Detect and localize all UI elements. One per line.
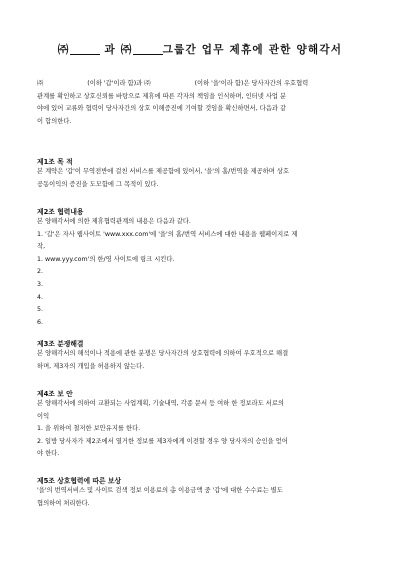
title-blank-a	[70, 43, 100, 55]
article-3-heading: 제3조 분쟁해결	[37, 340, 84, 348]
article-4-heading: 제4조 보 안	[37, 390, 73, 398]
intro-start: ㈜	[37, 80, 44, 87]
intro-paragraph	[37, 78, 367, 128]
article-2-line: 본 양해각서에 의한 제휴협력관계의 내용은 다음과 같다.	[37, 218, 191, 225]
article-1-heading: 제1조 목 적	[37, 158, 73, 166]
article-3-body	[37, 348, 367, 373]
article-1-line: 본 계약은 '갑'이 무역전반에 걸친 서비스를 제공함에 있어서, '을'의 홈/번역을 제공하며 상호	[37, 168, 290, 175]
article-4-line: 2. 일방 당사자가 제2조에서 열거한 정보를 제3자에게 이전할 경우 양 당사자의 승인을 얻어	[37, 437, 288, 445]
intro-middle: (이하 '갑'이라 함)과 ㈜	[87, 80, 151, 87]
intro-end: (이하 '을'이라 함)은 당사자간의 우호협력	[194, 80, 309, 87]
title-party-a: ㈜	[57, 44, 70, 56]
article-2-body	[37, 216, 367, 329]
article-3-line: 본 양해각서의 해석이나 적용에 관한 분쟁은 당사자간의 상호협력에 의하여 우호적으로 해결	[37, 350, 289, 357]
intro-line-4: 이 합의한다.	[37, 117, 72, 125]
article-1-body	[37, 166, 367, 191]
article-2-line: 1. www.yyy.com'의 한/영 사이트에 링크 시킨다.	[37, 255, 175, 263]
article-2-heading: 제2조 협력내용	[37, 208, 84, 216]
article-2-line: 6.	[37, 318, 44, 326]
intro-line-1	[37, 78, 367, 91]
article-2-line: 2.	[37, 268, 44, 276]
article-3-line: 하며, 제3자의 개입을 허용하지 않는다.	[37, 362, 145, 370]
article-5-heading: 제5조 상호협력에 따른 보상	[37, 477, 122, 485]
article-2-line: 작,	[37, 243, 46, 251]
article-2-line: 4.	[37, 293, 44, 301]
article-2-line: 1. '갑'은 자사 웹사이트 'www.xxx.com'에 '을'의 홈/번역 서비스에 대한 내용을 웹페이지로 제	[37, 230, 298, 238]
article-1-line: 공동이익의 증진을 도모함에 그 목적이 있다.	[37, 180, 159, 188]
article-5-line: 협의하여 처리한다.	[37, 499, 90, 507]
article-2-line: 3.	[37, 280, 44, 288]
article-5-line: '을'의 번역서비스 및 사이트 검색 정보 이용료의 총 이용금액 중 '갑'에 대한 수수료는 별도	[37, 487, 283, 494]
article-2-line: 5.	[37, 306, 44, 314]
article-4-line: 이익	[37, 412, 50, 420]
document-title	[0, 42, 400, 57]
title-rest: 그룹간 업무 제휴에 관한 양해각서	[162, 44, 343, 56]
article-5-body	[37, 485, 367, 510]
title-connector: 과 ㈜	[104, 44, 133, 56]
intro-line-3: 야에 있어 교류와 협력이 당사자간의 상호 이해증진에 기여할 것임을 확신하면서, 다음과 같	[37, 105, 287, 113]
title-blank-b	[133, 43, 163, 55]
intro-line-2: 관계를 확인하고 상호신뢰를 바탕으로 제휴에 따른 각자의 책임을 인식하며, 인터넷 사업 분	[37, 92, 287, 100]
article-4-body	[37, 398, 367, 461]
article-4-line: 1. 을 위하여 철저한 보안유지를 한다.	[37, 425, 141, 433]
article-4-line: 본 양해각서에 의하여 교환되는 사업계획, 기술내역, 각종 문서 등 여하 한 정보라도 서로의	[37, 400, 285, 407]
article-4-line: 야 한다.	[37, 450, 60, 458]
